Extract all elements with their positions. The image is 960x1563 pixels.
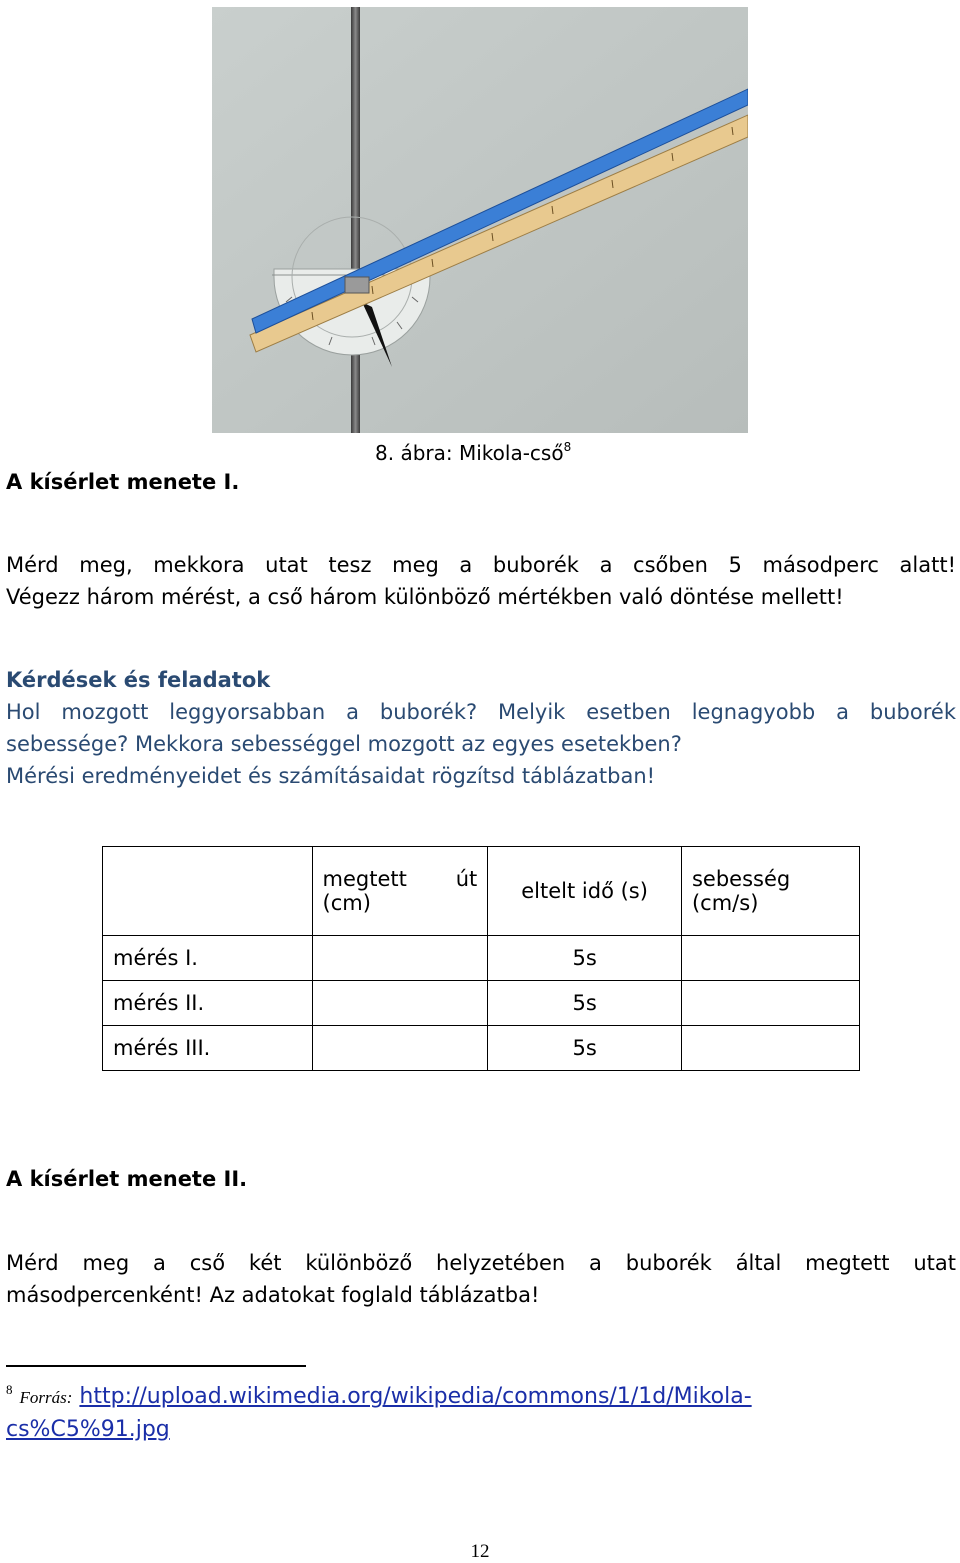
questions-title: Kérdések és feladatok (6, 668, 271, 692)
question-line-1: Hol mozgott leggyorsabban a buborék? Melyik esetben legnagyobb a buborék (6, 700, 956, 724)
source-link-line-2[interactable]: cs%C5%91.jpg (6, 1417, 170, 1442)
questions-block (6, 664, 956, 792)
footnote (6, 1374, 946, 1446)
table-header-distance: megtett út (cm) (312, 847, 488, 936)
footnote-source-label: Forrás: (19, 1388, 73, 1407)
footnote-divider (6, 1365, 306, 1367)
experiment-one-instructions (6, 549, 956, 613)
table-header-empty (103, 847, 313, 936)
experiment-two-heading: A kísérlet menete II. (6, 1167, 248, 1191)
source-link[interactable] (6, 1384, 752, 1442)
instruction-line-1: Mérd meg a cső két különböző helyzetében a buborék által megtett utat (6, 1251, 956, 1275)
mikola-tube-photo (212, 7, 748, 433)
speed-cell[interactable] (681, 980, 859, 1025)
speed-cell[interactable] (681, 1025, 859, 1070)
table-header-time: eltelt idő (s) (488, 847, 682, 936)
experiment-two-instructions (6, 1247, 956, 1311)
row-label: mérés II. (103, 980, 313, 1025)
row-label: mérés III. (103, 1025, 313, 1070)
row-label: mérés I. (103, 935, 313, 980)
instruction-line-2: másodpercenként! Az adatokat foglald táblázatba! (6, 1283, 540, 1307)
page-number: 12 (470, 1541, 490, 1562)
distance-cell[interactable] (312, 980, 488, 1025)
question-line-2: sebessége? Mekkora sebességgel mozgott az egyes esetekben? (6, 732, 682, 756)
figure-caption-text: 8. ábra: Mikola-cső (375, 441, 564, 465)
speed-cell[interactable] (681, 935, 859, 980)
source-link-line-1[interactable]: http://upload.wikimedia.org/wikipedia/commons/1/1d/Mikola- (79, 1384, 752, 1409)
measurement-table (102, 846, 860, 1071)
instruction-line-2: Végezz három mérést, a cső három különböző mértékben való döntése mellett! (6, 585, 844, 609)
table-row (103, 1025, 860, 1070)
table-header-speed: sebesség (cm/s) (681, 847, 859, 936)
distance-cell[interactable] (312, 935, 488, 980)
footnote-number: 8 (6, 1382, 13, 1397)
time-cell: 5s (488, 980, 682, 1025)
experiment-one-heading: A kísérlet menete I. (6, 470, 240, 494)
table-header-row (103, 847, 860, 936)
distance-cell[interactable] (312, 1025, 488, 1070)
footnote-reference[interactable]: 8 (563, 440, 572, 454)
time-cell: 5s (488, 1025, 682, 1070)
figure-caption (375, 440, 571, 465)
table-row (103, 980, 860, 1025)
instruction-line-1: Mérd meg, mekkora utat tesz meg a buborék a csőben 5 másodperc alatt! (6, 553, 956, 577)
table-row (103, 935, 860, 980)
time-cell: 5s (488, 935, 682, 980)
question-line-3: Mérési eredményeidet és számításaidat rögzítsd táblázatban! (6, 764, 656, 788)
